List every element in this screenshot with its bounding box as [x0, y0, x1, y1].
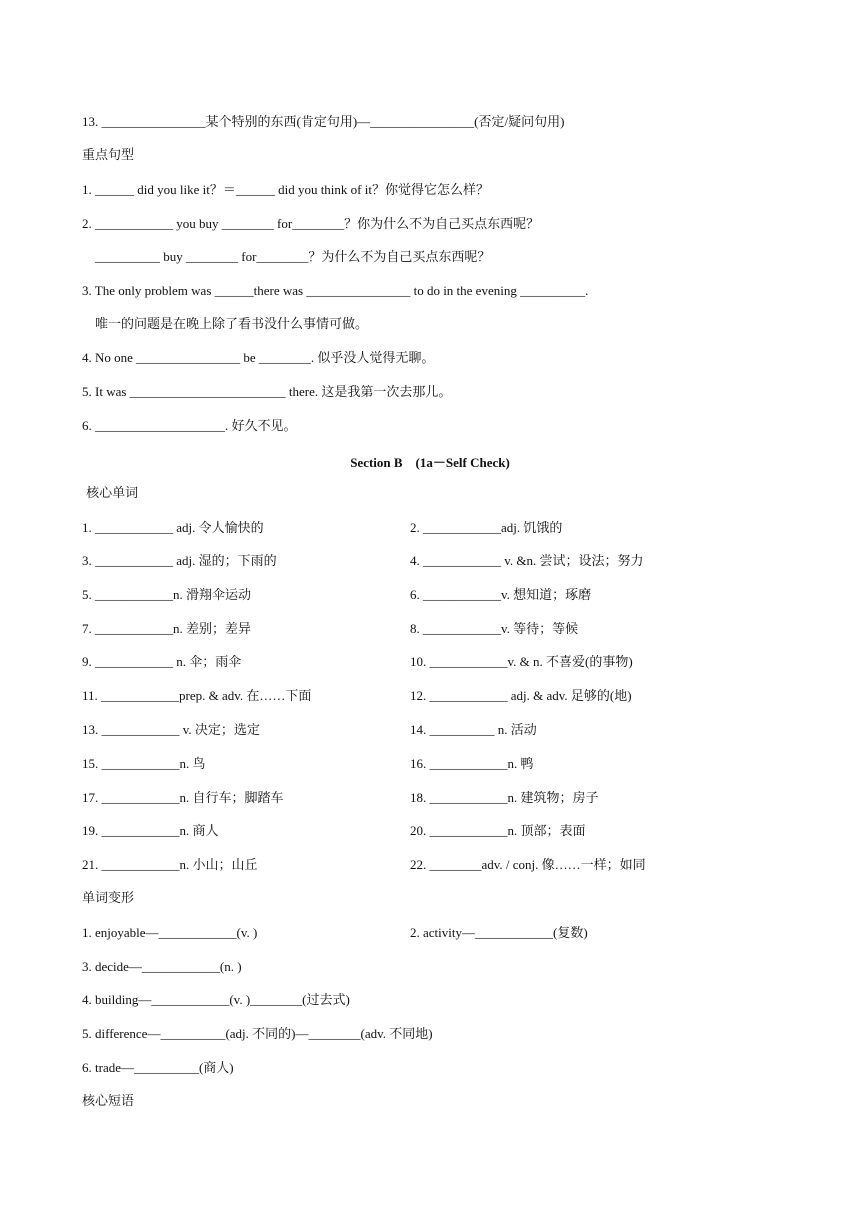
word-item: 16. ____________n. 鸭: [410, 756, 534, 771]
form-item: 3. decide—____________(n. ): [82, 959, 242, 974]
sentence-item: 1. ______ did you like it？＝______ did you think of it？你觉得它怎么样？: [82, 182, 489, 197]
word-item: 3. ____________ adj. 湿的；下雨的: [82, 553, 277, 568]
word-item: 6. ____________v. 想知道；琢磨: [410, 587, 592, 602]
word-item: 4. ____________ v. &n. 尝试；设法；努力: [410, 553, 644, 568]
word-item: 18. ____________n. 建筑物；房子: [410, 790, 599, 805]
word-item: 21. ____________n. 小山；山丘: [82, 857, 258, 872]
core-phrases-heading: 核心短语: [82, 1094, 135, 1109]
sentence-item: 唯一的问题是在晚上除了看书没什么事情可做。: [82, 316, 369, 331]
word-item: 7. ____________n. 差别；差异: [82, 621, 252, 636]
word-item: 17. ____________n. 自行车；脚踏车: [82, 790, 284, 805]
word-forms-heading: 单词变形: [82, 891, 135, 906]
form-item: 2. activity—____________(复数): [410, 925, 588, 940]
form-item: 5. difference—__________(adj. 不同的)—________(adv. 不同地): [82, 1026, 433, 1041]
word-item: 19. ____________n. 商人: [82, 823, 219, 838]
word-item: 1. ____________ adj. 令人愉快的: [82, 520, 264, 535]
word-item: 20. ____________n. 顶部；表面: [410, 823, 586, 838]
sentence-item: 2. ____________ you buy ________ for________？你为什么不为自己买点东西呢？: [82, 216, 540, 231]
form-item: 4. building—____________(v. )________(过去式): [82, 992, 350, 1007]
word-item: 11. ____________prep. & adv. 在……下面: [82, 688, 312, 703]
sentence-item: 6. ____________________. 好久不见。: [82, 418, 297, 433]
word-item: 13. ____________ v. 决定；选定: [82, 722, 260, 737]
word-item: 12. ____________ adj. & adv. 足够的(地): [410, 688, 632, 703]
word-item: 22. ________adv. / conj. 像……一样；如同: [410, 857, 646, 872]
word-item: 5. ____________n. 滑翔伞运动: [82, 587, 252, 602]
core-words-heading: 核心单词: [82, 486, 139, 501]
form-item: 6. trade—__________(商人): [82, 1060, 234, 1075]
sentence-item: __________ buy ________ for________？为什么不为自己买点东西呢？: [82, 249, 491, 264]
sentence-item: 5. It was ________________________ there. 这是我第一次去那儿。: [82, 384, 452, 399]
sentence-item: 3. The only problem was ______there was ________________ to do in the evening __________.: [82, 283, 589, 298]
sentence-item: 4. No one ________________ be ________. 似乎没人觉得无聊。: [82, 350, 435, 365]
key-sentences-heading: 重点句型: [82, 148, 135, 163]
word-item: 2. ____________adj. 饥饿的: [410, 520, 563, 535]
form-item: 1. enjoyable—____________(v. ): [82, 925, 258, 940]
word-item: 10. ____________v. & n. 不喜爱(的事物): [410, 654, 633, 669]
word-item: 9. ____________ n. 伞；雨伞: [82, 654, 242, 669]
word-item: 8. ____________v. 等待；等候: [410, 621, 579, 636]
top-line: 13. ________________某个特别的东西(肯定句用)—________________(否定/疑问句用): [82, 114, 565, 129]
word-item: 15. ____________n. 鸟: [82, 756, 206, 771]
word-item: 14. __________ n. 活动: [410, 722, 537, 737]
section-title: Section B (1a－Self Check): [350, 455, 510, 470]
